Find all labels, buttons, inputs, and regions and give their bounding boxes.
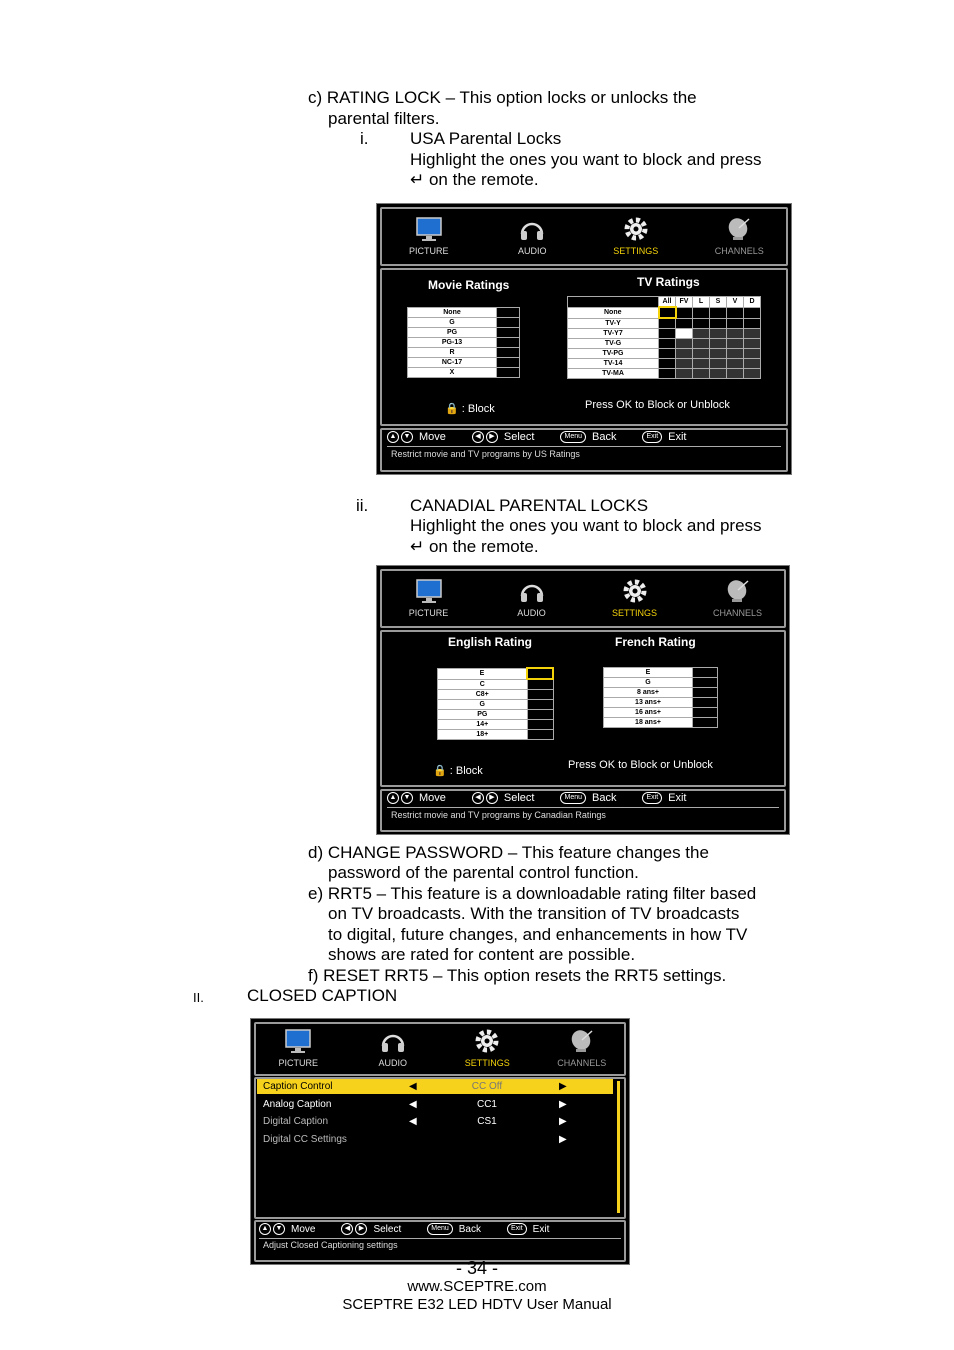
tab-label: SETTINGS <box>611 608 657 618</box>
movie-rating-lock-cell[interactable] <box>497 368 520 378</box>
french-rating-row[interactable] <box>604 718 718 728</box>
right-arrow-icon[interactable]: ▶ <box>559 1098 567 1110</box>
rating-lock-cell[interactable] <box>527 720 553 730</box>
english-rating-row[interactable] <box>438 668 554 679</box>
tv-rating-label: TV-14 <box>568 359 659 369</box>
right-arrow-icon[interactable]: ▶ <box>559 1081 567 1092</box>
french-rating-row[interactable] <box>604 688 718 698</box>
item-II-number: II. <box>193 990 204 1005</box>
tv-rating-lock-cell[interactable] <box>744 359 761 369</box>
page-number: - 34 - <box>455 1258 498 1278</box>
menu-key-icon: Menu <box>560 431 586 443</box>
canada-hint-text: Restrict movie and TV programs by Canadian Ratings <box>391 810 606 820</box>
movie-rating-label: X <box>408 368 497 378</box>
tab-picture <box>384 576 474 618</box>
nav-bar <box>387 431 712 443</box>
tab-label: AUDIO <box>517 608 546 618</box>
canadian-ratings-screenshot <box>376 565 790 835</box>
french-rating-label: 13 ans+ <box>604 698 693 708</box>
cc-row-label: Caption Control <box>263 1081 333 1092</box>
tv-rating-lock-cell[interactable] <box>710 318 727 329</box>
english-rating-row[interactable] <box>438 730 554 740</box>
nav-select: ◀ ▶ Select <box>472 431 535 443</box>
tv-rating-lock-cell[interactable] <box>659 318 676 329</box>
movie-ratings-table <box>407 307 520 378</box>
scrollbar[interactable] <box>617 1081 620 1213</box>
french-rating-label: G <box>604 678 693 688</box>
tv-rating-row[interactable] <box>568 318 761 329</box>
tv-rating-column-header: V <box>727 297 744 308</box>
item-ii-line1: Highlight the ones you want to block and press <box>410 516 762 535</box>
footer-manual-title: SCEPTRE E32 LED HDTV User Manual <box>342 1296 612 1313</box>
item-e-line3: to digital, future changes, and enhancements in how TV <box>328 925 748 944</box>
headphones-icon <box>517 576 547 606</box>
movie-rating-row[interactable] <box>408 338 520 348</box>
tv-rating-lock-cell[interactable] <box>659 307 676 318</box>
french-ratings-table <box>603 667 718 728</box>
cc-menu-row[interactable] <box>257 1079 613 1094</box>
monitor-icon <box>283 1026 313 1056</box>
item-e-line4: shows are rated for content are possible. <box>328 945 636 964</box>
nav-select: ◀ ▶ Select <box>341 1223 401 1235</box>
nav-back: Menu Back <box>560 431 616 443</box>
tv-rating-label: TV-G <box>568 339 659 349</box>
left-arrow-icon: ◀ <box>472 792 484 804</box>
tv-rating-label: TV-Y <box>568 318 659 329</box>
tab-label: AUDIO <box>378 1058 407 1068</box>
satellite-dish-icon <box>567 1026 597 1056</box>
right-arrow-icon: ▶ <box>486 431 498 443</box>
tab-label: CHANNELS <box>712 608 762 618</box>
movie-rating-label: R <box>408 348 497 358</box>
tv-rating-lock-cell[interactable] <box>727 369 744 379</box>
block-legend: 🔒 : Block <box>433 765 483 777</box>
tab-settings <box>591 214 681 256</box>
tv-rating-row[interactable] <box>568 349 761 359</box>
tv-rating-label: TV-Y7 <box>568 329 659 339</box>
tab-channels <box>694 214 784 256</box>
cc-row-label: Analog Caption <box>263 1098 332 1110</box>
cc-row-label: Digital CC Settings <box>263 1133 347 1145</box>
item-f-line: f) RESET RRT5 – This option resets the RRT5 settings. <box>308 966 727 985</box>
block-legend: 🔒 : Block <box>445 403 495 415</box>
gear-icon <box>621 214 651 244</box>
english-ratings-table <box>437 667 554 740</box>
movie-rating-row[interactable] <box>408 358 520 368</box>
nav-move: ▲ ▼ Move <box>259 1223 315 1235</box>
english-rating-row[interactable] <box>438 720 554 730</box>
rating-lock-cell[interactable] <box>693 668 718 678</box>
tab-picture <box>384 214 474 256</box>
rating-lock-cell[interactable] <box>693 708 718 718</box>
english-rating-row[interactable] <box>438 690 554 700</box>
rating-lock-cell[interactable] <box>527 730 553 740</box>
nav-exit: Exit Exit <box>642 431 686 443</box>
movie-rating-lock-cell[interactable] <box>497 358 520 368</box>
tv-rating-lock-cell[interactable] <box>744 307 761 318</box>
tab-channels <box>693 576 783 618</box>
cc-row-value: CS1 <box>477 1116 497 1127</box>
rating-lock-cell[interactable] <box>527 690 553 700</box>
tab-audio <box>348 1026 438 1068</box>
rating-lock-cell[interactable] <box>693 718 718 728</box>
menu-tabs <box>377 576 789 618</box>
rating-lock-cell[interactable] <box>527 668 553 679</box>
movie-rating-row[interactable] <box>408 348 520 358</box>
movie-rating-label: None <box>408 308 497 318</box>
english-rating-row[interactable] <box>438 679 554 690</box>
menu-key-icon: Menu <box>427 1223 453 1235</box>
tab-label: SETTINGS <box>613 246 659 256</box>
right-arrow-icon: ▶ <box>486 792 498 804</box>
tv-rating-row[interactable] <box>568 329 761 339</box>
cc-menu-row[interactable] <box>257 1097 613 1112</box>
tv-rating-lock-cell[interactable] <box>693 369 710 379</box>
rating-lock-cell[interactable] <box>693 698 718 708</box>
tv-rating-column-header: All <box>659 297 676 308</box>
monitor-icon <box>414 576 444 606</box>
tab-label: CHANNELS <box>714 246 764 256</box>
tv-rating-lock-cell[interactable] <box>744 318 761 329</box>
english-rating-title: English Rating <box>448 635 532 649</box>
left-arrow-icon: ◀ <box>341 1223 353 1235</box>
tv-rating-column-header: D <box>744 297 761 308</box>
item-e-line1: e) RRT5 – This feature is a downloadable rating filter based <box>308 884 757 903</box>
tv-rating-lock-cell[interactable] <box>676 349 693 359</box>
tv-rating-lock-cell[interactable] <box>659 359 676 369</box>
tab-audio <box>487 576 577 618</box>
english-rating-label: E <box>438 668 528 679</box>
left-arrow-icon[interactable]: ◀ <box>409 1081 417 1092</box>
exit-key-icon: Exit <box>507 1223 527 1235</box>
tv-rating-lock-cell[interactable] <box>744 349 761 359</box>
item-II-title: CLOSED CAPTION <box>247 986 398 1005</box>
tv-rating-lock-cell[interactable] <box>659 339 676 349</box>
item-e-line2: on TV broadcasts. With the transition of TV broadcasts <box>328 904 740 923</box>
right-arrow-icon[interactable]: ▶ <box>559 1133 567 1145</box>
tab-audio <box>487 214 577 256</box>
item-c-continued: parental filters. <box>328 109 440 128</box>
tv-rating-lock-cell[interactable] <box>693 339 710 349</box>
tv-rating-lock-cell[interactable] <box>676 369 693 379</box>
rating-lock-cell[interactable] <box>527 700 553 710</box>
exit-key-icon: Exit <box>642 431 662 443</box>
movie-rating-row[interactable] <box>408 368 520 378</box>
usa-hint-text: Restrict movie and TV programs by US Ratings <box>391 449 580 459</box>
tab-label: SETTINGS <box>464 1058 510 1068</box>
item-i-title: USA Parental Locks <box>410 129 562 148</box>
tv-rating-column-header: L <box>693 297 710 308</box>
cc-menu-row[interactable] <box>257 1114 613 1129</box>
nav-move: ▲ ▼ Move <box>387 792 446 804</box>
tv-rating-lock-cell[interactable] <box>676 318 693 329</box>
lock-icon: 🔒 <box>433 765 447 777</box>
movie-rating-row[interactable] <box>408 318 520 328</box>
gear-icon <box>620 576 650 606</box>
usa-ratings-screenshot <box>376 203 792 475</box>
closed-caption-screenshot <box>250 1018 630 1265</box>
tab-settings <box>442 1026 532 1068</box>
cc-row-label: Digital Caption <box>263 1116 329 1127</box>
rating-lock-cell[interactable] <box>527 710 553 720</box>
monitor-icon <box>414 214 444 244</box>
tab-settings <box>590 576 680 618</box>
nav-back: Menu Back <box>427 1223 481 1235</box>
tv-rating-lock-cell[interactable] <box>693 307 710 318</box>
tab-picture <box>253 1026 343 1068</box>
tv-rating-lock-cell[interactable] <box>727 329 744 339</box>
menu-tabs <box>377 214 791 256</box>
tv-rating-row[interactable] <box>568 339 761 349</box>
french-rating-title: French Rating <box>615 635 696 649</box>
up-arrow-icon: ▲ <box>259 1223 271 1235</box>
gear-icon <box>472 1026 502 1056</box>
movie-rating-row[interactable] <box>408 328 520 338</box>
right-arrow-icon: ▶ <box>355 1223 367 1235</box>
english-rating-label: C8+ <box>438 690 528 700</box>
movie-rating-label: PG <box>408 328 497 338</box>
movie-rating-label: G <box>408 318 497 328</box>
tv-rating-lock-cell[interactable] <box>710 307 727 318</box>
movie-rating-lock-cell[interactable] <box>497 318 520 328</box>
english-rating-label: 18+ <box>438 730 528 740</box>
tv-rating-lock-cell[interactable] <box>727 307 744 318</box>
english-rating-row[interactable] <box>438 700 554 710</box>
nav-select: ◀ ▶ Select <box>472 792 535 804</box>
tv-rating-lock-cell[interactable] <box>659 369 676 379</box>
rating-lock-cell[interactable] <box>527 679 553 690</box>
item-i-line1: Highlight the ones you want to block and press <box>410 150 762 169</box>
item-ii-number: ii. <box>356 496 369 515</box>
down-arrow-icon: ▼ <box>401 431 413 443</box>
left-arrow-icon[interactable]: ◀ <box>409 1116 417 1127</box>
tv-rating-column-header: S <box>710 297 727 308</box>
tv-rating-lock-cell[interactable] <box>693 318 710 329</box>
headphones-icon <box>517 214 547 244</box>
tv-rating-column-header: FV <box>676 297 693 308</box>
lock-icon: 🔒 <box>445 403 459 415</box>
press-ok-hint: Press OK to Block or Unblock <box>568 759 713 771</box>
item-d-line1: d) CHANGE PASSWORD – This feature changes the <box>308 843 709 862</box>
cc-row-value: CC Off <box>471 1081 503 1092</box>
tv-rating-label: None <box>568 307 659 318</box>
tv-rating-lock-cell[interactable] <box>710 339 727 349</box>
tab-label: PICTURE <box>408 608 449 618</box>
movie-rating-row[interactable] <box>408 308 520 318</box>
tv-rating-lock-cell[interactable] <box>693 329 710 339</box>
tv-rating-lock-cell[interactable] <box>659 349 676 359</box>
tv-rating-label: TV-MA <box>568 369 659 379</box>
tv-rating-lock-cell[interactable] <box>659 329 676 339</box>
movie-rating-lock-cell[interactable] <box>497 308 520 318</box>
tv-ratings-title: TV Ratings <box>637 275 700 289</box>
nav-back: Menu Back <box>560 792 616 804</box>
item-c-title: c) RATING LOCK – This option locks or unlocks the <box>308 88 697 107</box>
rating-lock-cell[interactable] <box>693 688 718 698</box>
tab-label: PICTURE <box>278 1058 318 1068</box>
tab-label: CHANNELS <box>557 1058 607 1068</box>
tv-rating-lock-cell[interactable] <box>676 329 693 339</box>
item-i-number: i. <box>360 129 369 148</box>
cc-menu-row[interactable] <box>257 1132 613 1147</box>
tv-rating-lock-cell[interactable] <box>727 339 744 349</box>
exit-key-icon: Exit <box>642 792 662 804</box>
left-arrow-icon: ◀ <box>472 431 484 443</box>
tab-label: PICTURE <box>408 246 449 256</box>
tv-rating-row[interactable] <box>568 359 761 369</box>
french-rating-label: 8 ans+ <box>604 688 693 698</box>
tv-rating-lock-cell[interactable] <box>710 369 727 379</box>
french-rating-row[interactable] <box>604 668 718 678</box>
nav-move: ▲ ▼ Move <box>387 431 446 443</box>
tv-rating-lock-cell[interactable] <box>676 359 693 369</box>
tv-rating-label: TV-PG <box>568 349 659 359</box>
menu-key-icon: Menu <box>560 792 586 804</box>
tv-rating-row[interactable] <box>568 369 761 379</box>
tv-rating-row[interactable] <box>568 307 761 318</box>
satellite-dish-icon <box>723 576 753 606</box>
french-rating-label: E <box>604 668 693 678</box>
french-rating-row[interactable] <box>604 678 718 688</box>
tv-rating-lock-cell[interactable] <box>710 349 727 359</box>
tv-ratings-table <box>567 296 761 379</box>
tv-rating-lock-cell[interactable] <box>710 359 727 369</box>
cc-hint-text: Adjust Closed Captioning settings <box>263 1240 398 1250</box>
english-rating-label: C <box>438 679 528 690</box>
movie-rating-lock-cell[interactable] <box>497 348 520 358</box>
english-rating-label: 14+ <box>438 720 528 730</box>
tv-rating-lock-cell[interactable] <box>693 349 710 359</box>
tv-rating-lock-cell[interactable] <box>676 339 693 349</box>
english-rating-label: PG <box>438 710 528 720</box>
rating-lock-cell[interactable] <box>693 678 718 688</box>
french-rating-label: 18 ans+ <box>604 718 693 728</box>
item-i-line2: ↵ on the remote. <box>410 170 539 189</box>
item-d-line2: password of the parental control function. <box>328 863 639 882</box>
down-arrow-icon: ▼ <box>273 1223 285 1235</box>
menu-tabs <box>251 1026 629 1068</box>
down-arrow-icon: ▼ <box>401 792 413 804</box>
english-rating-label: G <box>438 700 528 710</box>
movie-rating-lock-cell[interactable] <box>497 328 520 338</box>
movie-rating-label: NC-17 <box>408 358 497 368</box>
tv-rating-lock-cell[interactable] <box>676 307 693 318</box>
item-ii-title: CANADIAL PARENTAL LOCKS <box>410 496 649 515</box>
french-rating-label: 16 ans+ <box>604 708 693 718</box>
tv-rating-lock-cell[interactable] <box>693 359 710 369</box>
nav-exit: Exit Exit <box>642 792 686 804</box>
cc-row-value: CC1 <box>476 1098 497 1110</box>
tv-rating-lock-cell[interactable] <box>744 339 761 349</box>
tv-rating-lock-cell[interactable] <box>727 349 744 359</box>
right-arrow-icon[interactable]: ▶ <box>559 1116 567 1127</box>
nav-bar <box>259 1223 575 1235</box>
tv-rating-lock-cell[interactable] <box>744 329 761 339</box>
up-arrow-icon: ▲ <box>387 431 399 443</box>
english-rating-row[interactable] <box>438 710 554 720</box>
tab-channels <box>537 1026 627 1068</box>
movie-ratings-title: Movie Ratings <box>428 278 510 292</box>
tab-label: AUDIO <box>517 246 547 256</box>
tv-rating-lock-cell[interactable] <box>710 329 727 339</box>
nav-bar <box>387 792 712 804</box>
item-ii-line2: ↵ on the remote. <box>410 537 539 556</box>
movie-rating-lock-cell[interactable] <box>497 338 520 348</box>
headphones-icon <box>378 1026 408 1056</box>
movie-rating-label: PG-13 <box>408 338 497 348</box>
satellite-dish-icon <box>724 214 754 244</box>
press-ok-hint: Press OK to Block or Unblock <box>585 399 730 411</box>
french-rating-row[interactable] <box>604 708 718 718</box>
tv-rating-lock-cell[interactable] <box>744 369 761 379</box>
nav-exit: Exit Exit <box>507 1223 549 1235</box>
tv-rating-lock-cell[interactable] <box>727 359 744 369</box>
french-rating-row[interactable] <box>604 698 718 708</box>
left-arrow-icon[interactable]: ◀ <box>409 1098 417 1110</box>
tv-rating-lock-cell[interactable] <box>727 318 744 329</box>
up-arrow-icon: ▲ <box>387 792 399 804</box>
footer-website: www.SCEPTRE.com <box>407 1278 547 1295</box>
